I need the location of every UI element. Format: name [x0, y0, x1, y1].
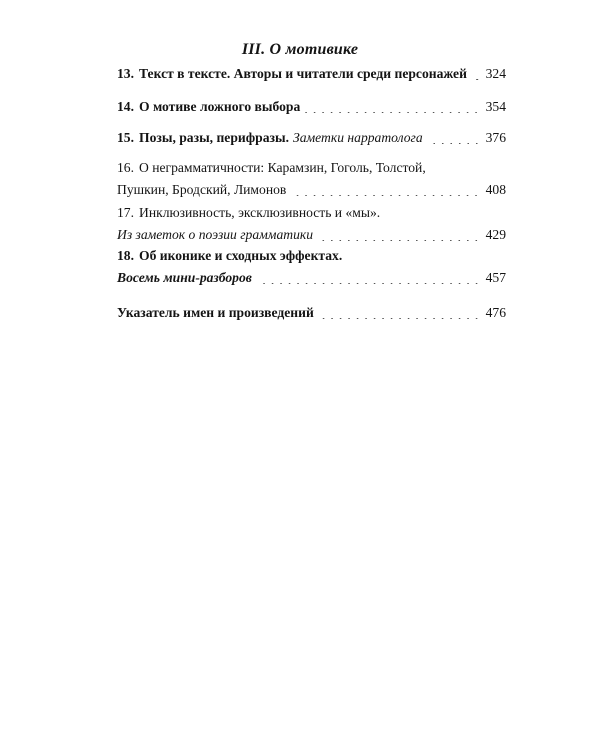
page-number: 354	[485, 99, 506, 114]
entry-title: Инклюзивность, эксклюзивность и «мы».	[139, 205, 381, 220]
dot-leader	[319, 318, 481, 319]
page-number: 457	[485, 270, 506, 285]
entry-subtitle: Заметки нарратолога	[292, 130, 423, 145]
page-number: 408	[485, 182, 506, 197]
section-title: III. О мотивике	[241, 41, 359, 58]
dot-leader	[318, 240, 481, 241]
page-number: 429	[485, 227, 506, 242]
entry-number: 18.	[117, 248, 134, 263]
entry-title: О неграмматичности: Карамзин, Гоголь, Толстой,	[139, 160, 426, 175]
toc-entry-14[interactable]	[117, 96, 506, 118]
entry-number: 16.	[117, 160, 134, 175]
entry-title: Об иконике и сходных эффектах.	[139, 248, 343, 263]
entry-title: О мотиве ложного выбора	[139, 99, 301, 114]
entry-number: 17.	[117, 205, 134, 220]
toc-entry-17[interactable]	[117, 202, 506, 246]
entry-number: 15.	[117, 130, 134, 145]
entry-subtitle: Восемь мини-разборов	[117, 270, 252, 285]
toc-entry-16[interactable]	[117, 157, 506, 201]
dot-leader	[472, 79, 481, 80]
entry-title: Текст в тексте. Авторы и читатели среди персонажей	[139, 66, 467, 81]
toc-entry-index[interactable]	[117, 302, 506, 324]
toc-entry-13[interactable]	[117, 63, 506, 85]
dot-leader	[428, 143, 481, 144]
dot-leader	[257, 283, 481, 284]
toc-entry-18[interactable]	[117, 245, 506, 289]
page-number: 324	[485, 66, 506, 81]
page-number: 476	[485, 305, 506, 320]
entry-title-continued: Пушкин, Бродский, Лимонов	[117, 182, 287, 197]
page-number: 376	[485, 130, 506, 145]
dot-leader	[291, 195, 480, 196]
entry-number: 13.	[117, 66, 134, 81]
entry-title: Позы, разы, перифразы.	[139, 130, 289, 145]
index-label: Указатель имен и произведений	[117, 305, 314, 320]
entry-subtitle: Из заметок о поэзии грамматики	[117, 227, 314, 242]
dot-leader	[305, 112, 480, 113]
toc-entry-15[interactable]	[117, 127, 506, 149]
entry-number: 14.	[117, 99, 134, 114]
